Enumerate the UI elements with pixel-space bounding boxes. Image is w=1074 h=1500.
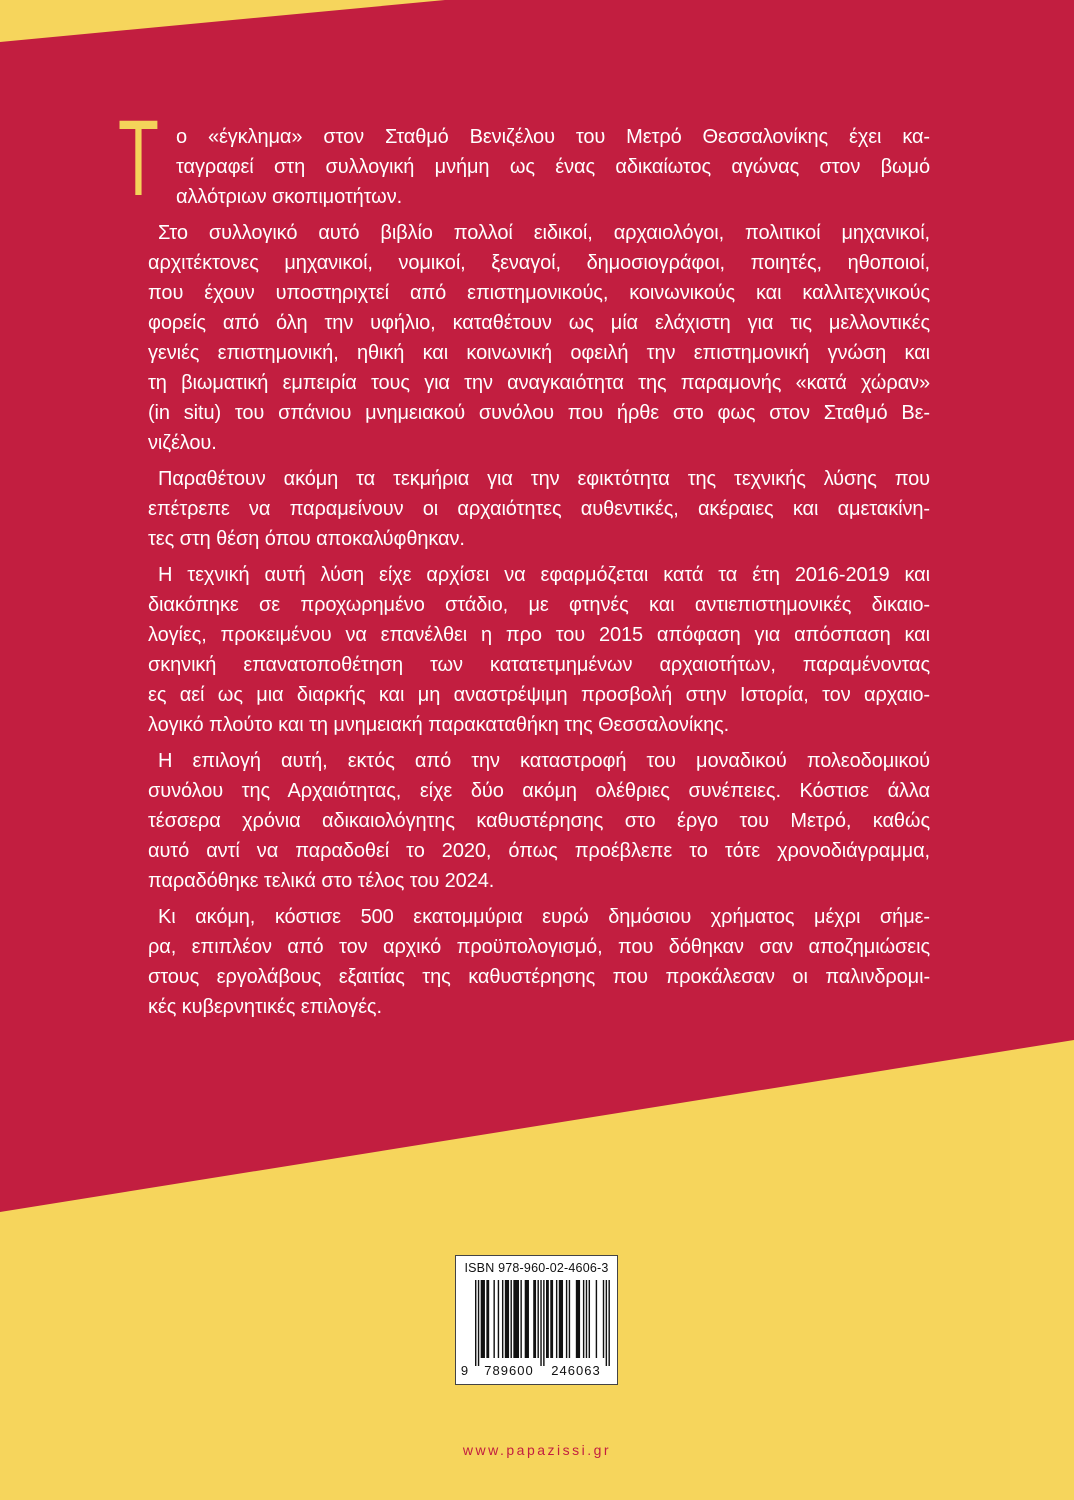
- blurb-text: [148, 122, 930, 1022]
- text-line: τέσσερα χρόνια αδικαιολόγητης καθυστέρησης στο έργο του Μετρό, καθώς: [148, 810, 930, 832]
- paragraph-3: [148, 464, 930, 554]
- barcode-bar: [583, 1280, 584, 1358]
- paragraph-2: [148, 218, 930, 458]
- barcode-left-digits: 789600: [484, 1363, 534, 1378]
- text-line: τη βιωματική εμπειρία τους για την αναγκαιότητα της παραμονής «κατά χώραν»: [148, 372, 930, 394]
- text-line: γενιές επιστημονική, ηθική και κοινωνική οφειλή την επιστημονική γνώση και: [148, 342, 930, 364]
- barcode-bar: [586, 1280, 587, 1358]
- text-line: ταγραφεί στη συλλογική μνήμη ως ένας αδικαίωτος αγώνας στον βωμό: [176, 156, 930, 178]
- barcode-bar: [566, 1280, 567, 1358]
- paragraph-6: [148, 902, 930, 1022]
- barcode-bar: [533, 1280, 536, 1358]
- barcode-guard-bar: [540, 1280, 541, 1366]
- text-line: ο «έγκλημα» στον Σταθμό Βενιζέλου του Μετρό Θεσσαλονίκης έχει κα-: [176, 126, 930, 148]
- text-line: που έχουν υποστηριχτεί από επιστημονικούς, κοινωνικούς και καλλιτεχνικούς: [148, 282, 930, 304]
- barcode-bar: [556, 1280, 557, 1358]
- text-line: Η τεχνική αυτή λύση είχε αρχίσει να εφαρμόζεται κατά τα έτη 2016-2019 και: [158, 564, 930, 586]
- barcode-bar: [525, 1280, 529, 1358]
- text-line: ρα, επιπλέον από τον αρχικό προϋπολογισμό, που δόθηκαν σαν αποζημιώσεις: [148, 936, 930, 958]
- isbn-barcode-box: [455, 1255, 618, 1385]
- text-line: στους εργολάβους εξαιτίας της καθυστέρησης που προκάλεσαν οι παλινδρομι-: [148, 966, 930, 988]
- text-line: (in situ) του σπάνιου μνημειακού συνόλου που ήρθε στο φως στον Σταθμό Βε-: [148, 402, 930, 424]
- barcode-bar: [505, 1280, 509, 1358]
- barcode-bar: [502, 1280, 503, 1358]
- barcode-bar: [520, 1280, 521, 1358]
- text-line: σκηνική επανατοποθέτηση των κατατετμημένων αρχαιοτήτων, παραμένοντας: [148, 654, 930, 676]
- isbn-label: ISBN 978-960-02-4606-3: [464, 1261, 609, 1275]
- barcode-bar: [498, 1280, 499, 1358]
- text-line: τες στη θέση όπου αποκαλύφθηκαν.: [148, 528, 465, 550]
- barcode: [456, 1278, 617, 1382]
- barcode-bar: [603, 1280, 604, 1358]
- barcode-bar: [589, 1280, 590, 1358]
- text-line: λογικό πλούτο και τη μνημειακή παρακαταθήκη της Θεσσαλονίκης.: [148, 714, 730, 736]
- barcode-bar: [569, 1280, 570, 1358]
- text-line: φορείς από όλη την υφήλιο, καταθέτουν ως μία ελάχιστη για τις μελλοντικές: [148, 312, 930, 334]
- paragraph-1: [148, 122, 930, 212]
- text-line: Κι ακόμη, κόστισε 500 εκατομμύρια ευρώ δημόσιου χρήματος μέχρι σήμε-: [158, 906, 930, 928]
- text-line: Παραθέτουν ακόμη τα τεκμήρια για την εφικτότητα της τεχνικής λύσης που: [158, 468, 930, 490]
- text-line: λογίες, προκειμένου να επανέλθει η προ του 2015 απόφαση για απόσπαση και: [148, 624, 930, 646]
- barcode-bar: [550, 1280, 553, 1358]
- barcode-guard-bar: [475, 1280, 476, 1366]
- text-line: διακόπηκε σε προχωρημένο στάδιο, με φτηνές και αντιεπιστημονικές δικαιο-: [148, 594, 930, 616]
- barcode-guard-bar: [478, 1280, 479, 1366]
- barcode-bar: [537, 1280, 538, 1358]
- barcode-first-digit: 9: [460, 1363, 470, 1378]
- barcode-bar: [559, 1280, 563, 1358]
- barcode-right-digits: 246063: [551, 1363, 601, 1378]
- text-line: επέτρεπε να παραμείνουν οι αρχαιότητες αυθεντικές, ακέραιες και αμετακίνη-: [148, 498, 930, 520]
- barcode-bars: [475, 1280, 610, 1366]
- text-line: Η επιλογή αυτή, εκτός από την καταστροφή του μοναδικού πολεοδομικού: [158, 750, 930, 772]
- text-line: συνόλου της Αρχαιότητας, είχε δύο ακόμη ολέθριες συνέπειες. Κόστισε άλλα: [148, 780, 930, 802]
- paragraph-4: [148, 560, 930, 740]
- text-line: νιζέλου.: [148, 432, 217, 454]
- paragraph-5: [148, 746, 930, 896]
- text-line: κές κυβερνητικές επιλογές.: [148, 996, 382, 1018]
- barcode-bar: [481, 1280, 485, 1358]
- barcode-guard-bar: [606, 1280, 607, 1366]
- barcode-bar: [546, 1280, 549, 1358]
- barcode-bar: [493, 1280, 494, 1358]
- barcode-bar: [596, 1280, 597, 1358]
- barcode-bar: [486, 1280, 489, 1358]
- barcode-guard-bar: [543, 1280, 544, 1366]
- text-line: αλλότριων σκοπιμοτήτων.: [176, 186, 403, 208]
- publisher-website: www.papazissi.gr: [462, 1442, 612, 1458]
- text-line: αυτό αντί να παραδοθεί το 2020, όπως προέβλεπε το τότε χρονοδιάγραμμα,: [148, 840, 930, 862]
- barcode-bar: [576, 1280, 580, 1358]
- barcode-guard-bar: [608, 1280, 609, 1366]
- text-line: ες αεί ως μια διαρκής και μη αναστρέψιμη προσβολή στην Ιστορία, τον αρχαιο-: [148, 684, 930, 706]
- text-line: αρχιτέκτονες μηχανικοί, νομικοί, ξεναγοί, δημοσιογράφοι, ποιητές, ηθοποιοί,: [148, 252, 930, 274]
- barcode-bar: [511, 1280, 512, 1358]
- drop-cap: Τ: [118, 97, 159, 218]
- text-line: Στο συλλογικό αυτό βιβλίο πολλοί ειδικοί, αρχαιολόγοι, πολιτικοί μηχανικοί,: [158, 222, 930, 244]
- barcode-bar: [513, 1280, 519, 1358]
- text-line: παραδόθηκε τελικά στο τέλος του 2024.: [148, 870, 495, 892]
